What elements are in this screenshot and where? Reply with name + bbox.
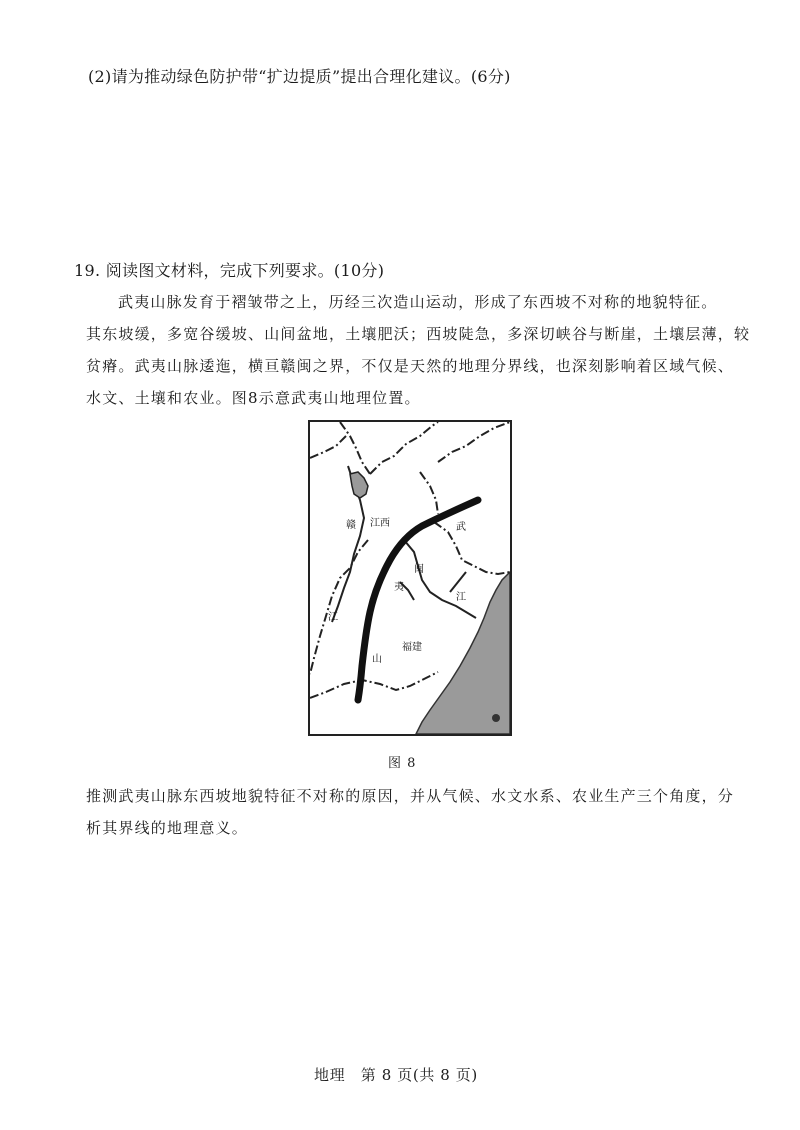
question-19-header: 19. 阅读图文材料，完成下列要求。(10分): [74, 261, 385, 280]
river-coast: [450, 572, 466, 592]
boundary-north-1: [340, 422, 370, 474]
boundary-west: [310, 540, 368, 674]
wuyi-mountain-map: [308, 420, 512, 736]
boundary-north-2: [370, 422, 438, 474]
map-drawing: [310, 422, 510, 734]
label-min: 闽: [414, 564, 424, 575]
boundary-north-3: [310, 436, 346, 458]
island: [492, 714, 500, 722]
boundary-south: [310, 672, 438, 698]
label-jiangxi: 江西: [370, 518, 390, 529]
label-wu: 武: [456, 522, 466, 533]
material-line-3: 贫瘠。武夷山脉逶迤，横亘赣闽之界，不仅是天然的地理分界线，也深刻影响着区域气候、: [86, 357, 735, 375]
label-fujian: 福建: [402, 642, 422, 653]
material-line-4: 水文、土壤和农业。图8示意武夷山地理位置。: [86, 389, 421, 407]
label-gan: 赣: [346, 520, 356, 531]
question-line-1: 推测武夷山脉东西坡地貌特征不对称的原因，并从气候、水文水系、农业生产三个角度，分: [86, 787, 735, 805]
figure-caption: 图 8: [388, 756, 417, 771]
label-shan: 山: [372, 654, 382, 665]
question-18-sub2: (2)请为推动绿色防护带“扩边提质”提出合理化建议。(6分): [88, 67, 511, 86]
label-yi: 夷: [394, 582, 404, 593]
page-footer: 地理 第 8 页(共 8 页): [314, 1066, 478, 1084]
boundary-ne-2: [420, 472, 438, 514]
river-min: [404, 540, 476, 618]
label-jiang-east: 江: [456, 592, 466, 603]
boundary-jiangxi-fujian: [434, 522, 510, 574]
lake: [350, 472, 368, 498]
boundary-ne: [438, 422, 510, 462]
question-line-2: 析其界线的地理意义。: [86, 819, 249, 837]
material-line-2: 其东坡缓，多宽谷缓坡、山间盆地，土壤肥沃；西坡陡急，多深切峡谷与断崖，土壤层薄，较: [86, 325, 751, 343]
material-line-1: 武夷山脉发育于褶皱带之上，历经三次造山运动，形成了东西坡不对称的地貌特征。: [118, 293, 718, 311]
label-jiang-west: 江: [328, 612, 338, 623]
